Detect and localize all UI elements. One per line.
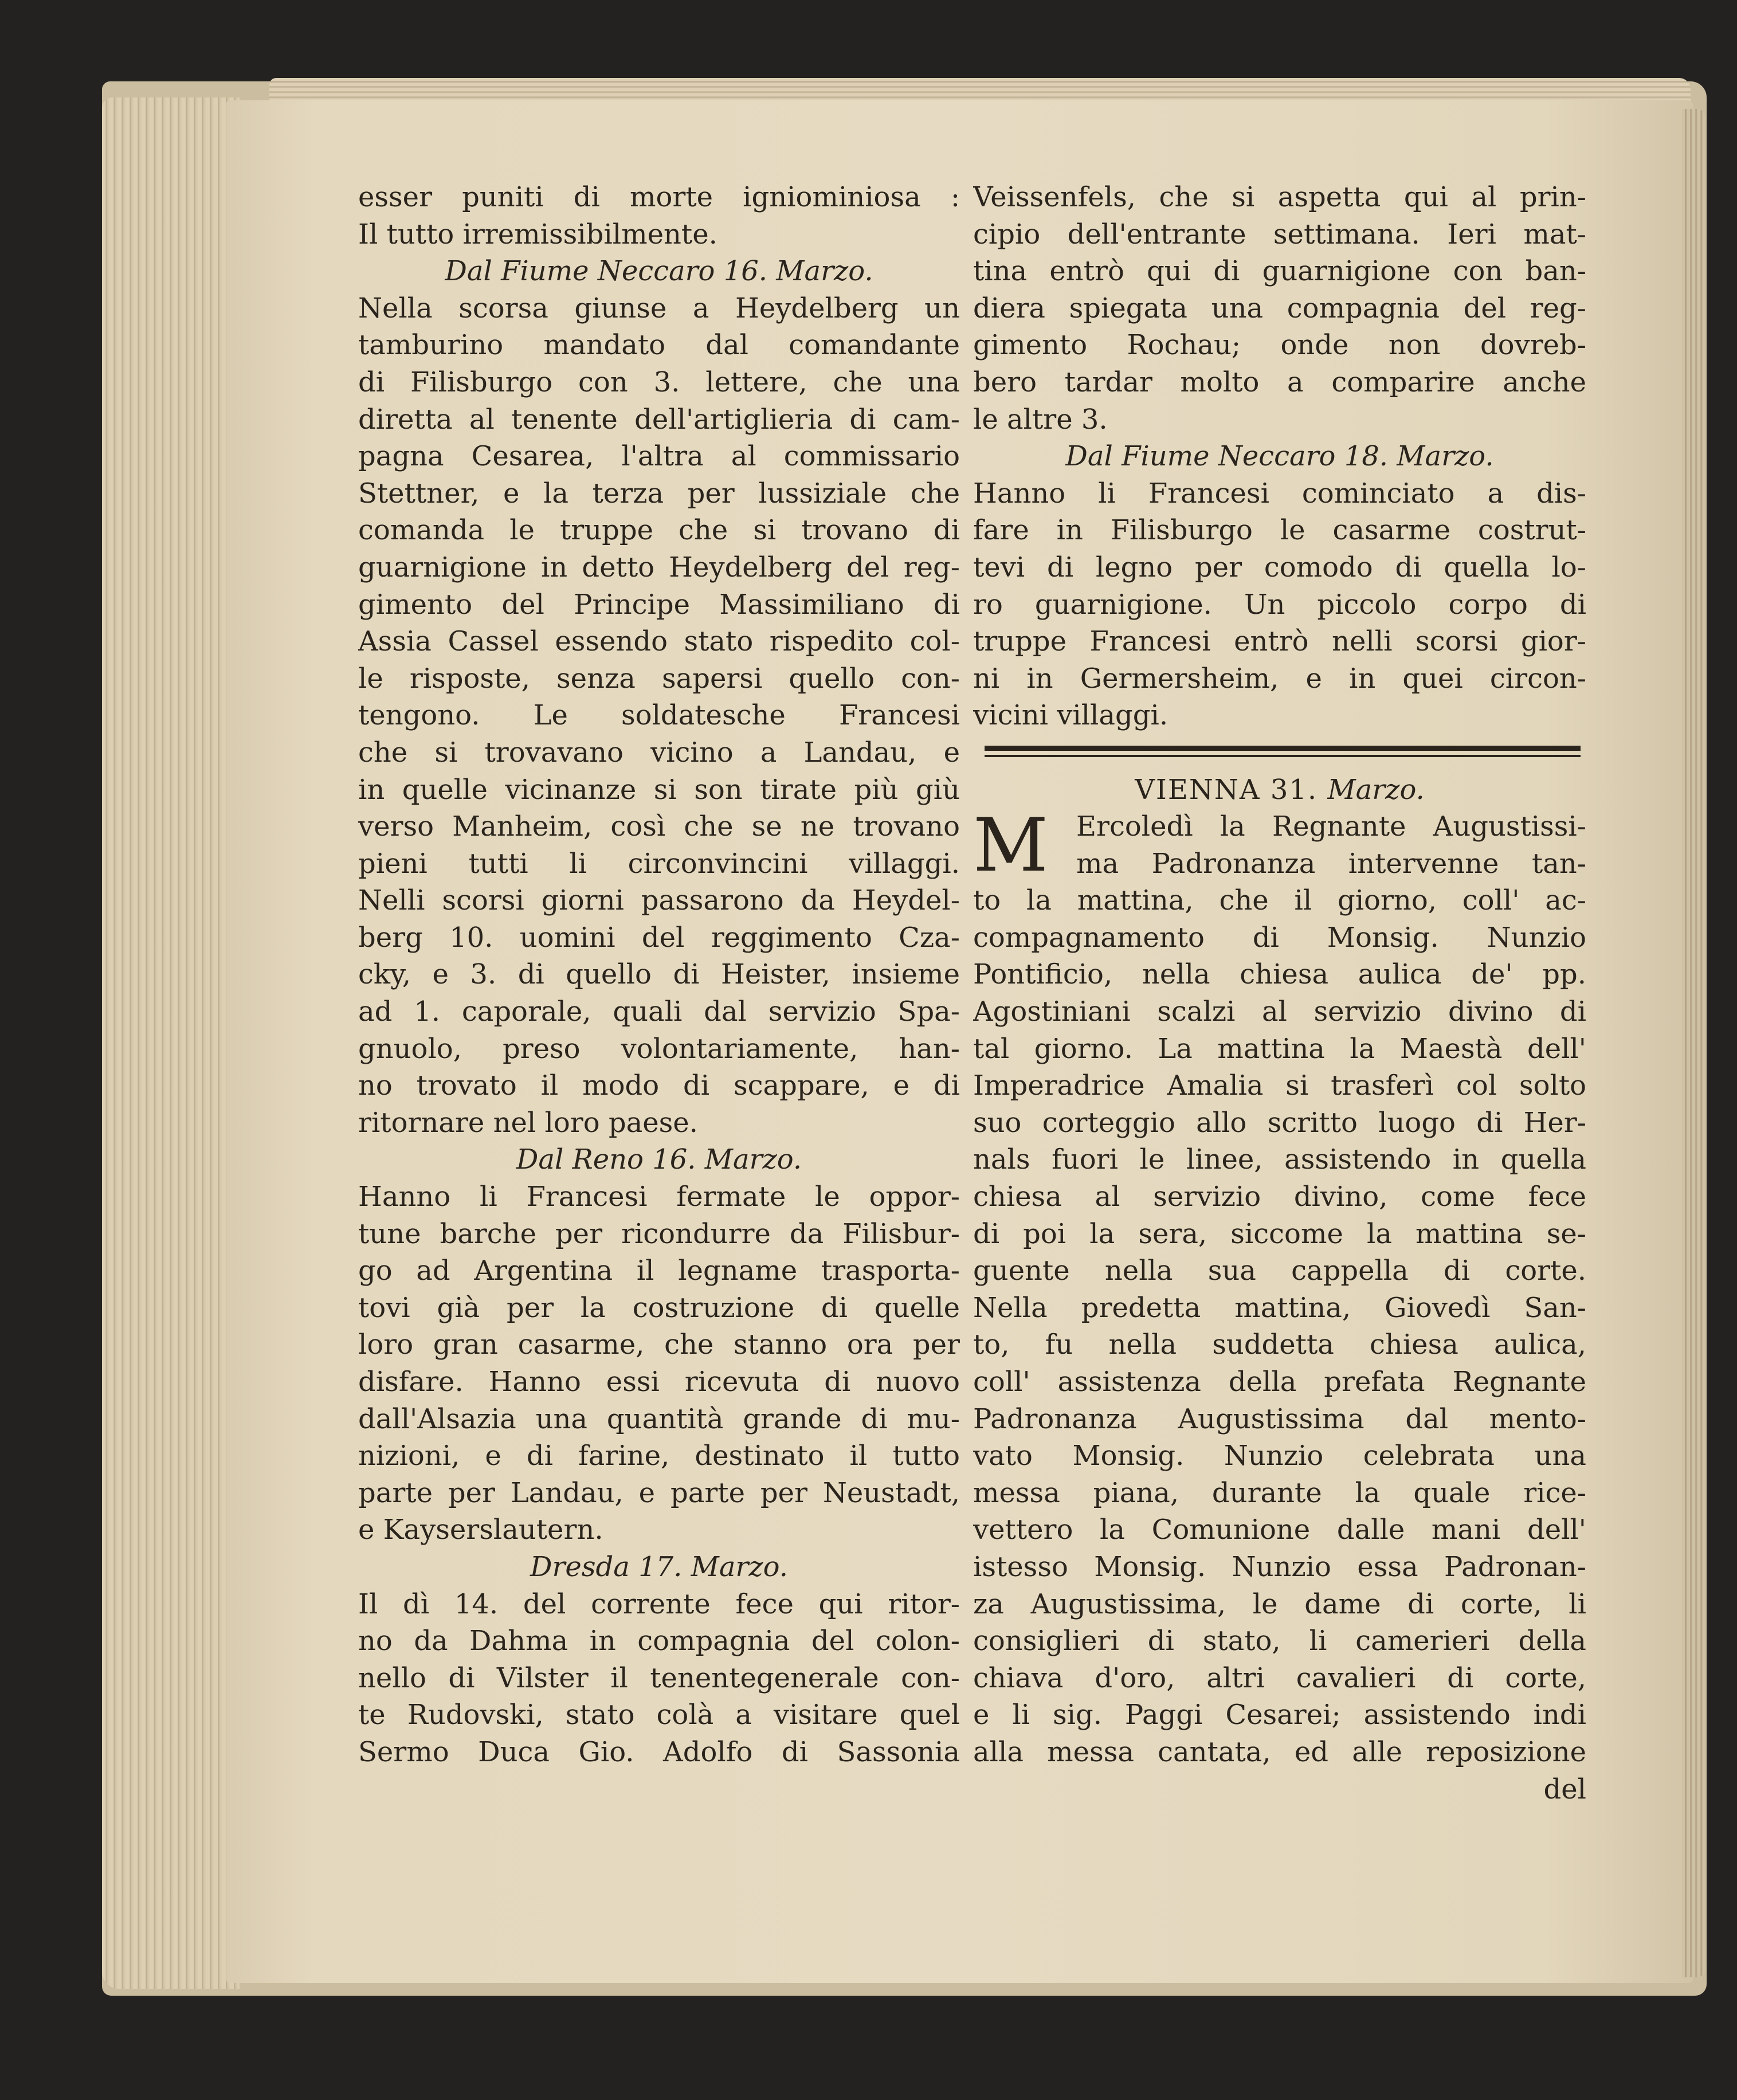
text-line: gimento del Principe Massimiliano di [358,588,960,621]
text-line: berg 10. uomini del reggimento Cza- [358,921,960,954]
text-line: Assia Cassel essendo stato rispedito col- [358,625,960,658]
left-paragraph-d [358,1586,960,1771]
text-line: di poi la sera, siccome la mattina se- [973,1217,1586,1250]
text-line: alla messa cantata, ed alle reposizione [973,1735,1586,1768]
text-line: verso Manheim, così che se ne trovano [358,810,960,843]
text-line: Sermo Duca Gio. Adolfo di Sassonia [358,1735,960,1768]
text-line: nals fuori le linee, assistendo in quella [973,1143,1586,1176]
text-line: vettero la Comunione dalle mani dell' [973,1514,1586,1546]
text-line: e Kayserslautern. [358,1514,603,1546]
text-line: tune barche per ricondurre da Filisbur- [358,1217,960,1250]
text-line: tina entrò qui di guarnigione con ban- [973,255,1586,288]
text-line: tal giorno. La mattina la Maestà dell' [973,1032,1586,1065]
left-heading-1: Dal Fiume Neccaro 16. Marzo. [445,255,873,288]
text-line: istesso Monsig. Nunzio essa Padronan- [973,1550,1586,1583]
text-line: no da Dahma in compagnia del colon- [358,1625,960,1658]
vienna-heading [973,771,1586,809]
text-line: suo corteggio allo scritto luogo di Her- [973,1106,1586,1139]
right-paragraph-a [973,179,1586,438]
text-line: Imperadrice Amalia si trasferì col solto [973,1069,1586,1102]
right-column [973,179,1586,1808]
text-line: messa piana, durante la quale rice- [973,1476,1586,1509]
catchword: del [1543,1773,1586,1805]
left-heading-2: Dal Reno 16. Marzo. [516,1143,802,1176]
text-line: Pontificio, nella chiesa aulica de' pp. [973,958,1586,991]
text-line: nizioni, e di farine, destinato il tutto [358,1440,960,1472]
text-line: Veissenfels, che si aspetta qui al prin- [973,181,1586,213]
text-line: Nelli scorsi giorni passarono da Heydel- [358,884,960,917]
text-line: ad 1. caporale, quali dal servizio Spa- [358,996,960,1028]
text-line: in quelle vicinanze si son tirate più giù [358,773,960,806]
text-line: comanda le truppe che si trovano di [358,514,960,547]
text-line: no trovato il modo di scappare, e di [358,1069,960,1102]
text-line: Padronanza Augustissima dal mento- [973,1402,1586,1435]
text-line: chiesa al servizio divino, come fece [973,1181,1586,1213]
text-line: disfare. Hanno essi ricevuta di nuovo [358,1366,960,1398]
text-line: pagna Cesarea, l'altra al commissario [358,440,960,473]
text-line: go ad Argentina il legname trasporta- [358,1255,960,1287]
text-line: cipio dell'entrante settimana. Ieri mat- [973,218,1586,250]
text-line: te Rudovski, stato colà a visitare quel [358,1699,960,1731]
text-line: e li sig. Paggi Cesarei; assistendo indi [973,1699,1586,1731]
text-line: tamburino mandato dal comandante [358,329,960,362]
text-line: tengono. Le soldatesche Francesi [358,699,960,732]
text-line: Il dì 14. del corrente fece qui ritor- [358,1588,960,1620]
text-line: fare in Filisburgo le casarme costrut- [973,514,1586,547]
section-divider-rule [973,734,1586,771]
text-line: guarnigione in detto Heydelberg del reg- [358,551,960,583]
text-line: parte per Landau, e parte per Neustadt, [358,1476,960,1509]
text-line: cky, e 3. di quello di Heister, insieme [358,958,960,991]
right-paragraph-b [973,475,1586,734]
text-line: to, fu nella suddetta chiesa aulica, [973,1329,1586,1361]
text-line: Il tutto irremissibilmente. [358,218,717,250]
text-line: compagnamento di Monsig. Nunzio [973,921,1586,954]
text-line: vicini villaggi. [973,699,1169,732]
drop-cap-lines [973,803,1586,889]
page-edges-top [269,78,1691,103]
text-line: tevi di legno per comodo di quella lo- [973,551,1586,583]
left-paragraph-a [358,179,960,253]
left-paragraph-c [358,1178,960,1549]
text-line: diretta al tenente dell'artiglieria di cam- [358,403,960,436]
text-line: guente nella sua cappella di corte. [973,1255,1586,1287]
text-line: to la mattina, che il giorno, coll' ac- [973,884,1586,917]
text-line: gimento Rochau; onde non dovreb- [973,329,1586,362]
text-line: ma Padronanza intervenne tan- [1076,847,1586,880]
text-line: chiava d'oro, altri cavalieri di corte, [973,1662,1586,1694]
text-line: esser puniti di morte igniominiosa : [358,181,960,213]
text-line: vato Monsig. Nunzio celebrata una [973,1440,1586,1472]
text-line: nello di Vilster il tenentegenerale con- [358,1662,960,1694]
text-line: truppe Francesi entrò nelli scorsi gior- [973,625,1586,658]
right-heading-1: Dal Fiume Neccaro 18. Marzo. [1065,440,1494,473]
right-paragraph-c [973,882,1586,1770]
left-paragraph-b [358,290,960,1142]
text-line: Hanno li Francesi fermate le oppor- [358,1181,960,1213]
text-line: le risposte, senza sapersi quello con- [358,662,960,695]
text-line: Ercoledì la Regnante Augustissi- [1076,810,1586,843]
text-line: gnuolo, preso volontariamente, han- [358,1032,960,1065]
page-edges-left [102,97,240,1989]
text-line: pieni tutti li circonvincini villaggi. [358,847,960,880]
text-line: Agostiniani scalzi al servizio divino di [973,996,1586,1028]
text-line: le altre 3. [973,403,1108,436]
text-line: Nella predetta mattina, Giovedì San- [973,1291,1586,1324]
vienna-heading-month: Marzo. [1327,773,1425,806]
drop-cap: M [973,803,1049,889]
left-column [358,179,960,1771]
text-line: loro gran casarme, che stanno ora per [358,1329,960,1361]
text-line: ro guarnigione. Un piccolo corpo di [973,588,1586,621]
vienna-paragraph-start [973,803,1586,889]
text-line: che si trovavano vicino a Landau, e [358,736,960,769]
text-line: bero tardar molto a comparire anche [973,366,1586,398]
text-line: coll' assistenza della prefata Regnante [973,1366,1586,1398]
text-line: tovi già per la costruzione di quelle [358,1291,960,1324]
vienna-heading-city: VIENNA 31. [1135,773,1318,806]
text-line: diera spiegata una compagnia del reg- [973,292,1586,324]
text-line: ni in Germersheim, e in quei circon- [973,662,1586,695]
text-line: Stettner, e la terza per lussiziale che [358,477,960,510]
text-line: di Filisburgo con 3. lettere, che una [358,366,960,398]
text-line: za Augustissima, le dame di corte, li [973,1588,1586,1620]
left-heading-3: Dresda 17. Marzo. [530,1550,788,1583]
text-line: dall'Alsazia una quantità grande di mu- [358,1402,960,1435]
text-line: ritornare nel loro paese. [358,1106,698,1139]
text-line: consiglieri di stato, li camerieri della [973,1625,1586,1658]
page-edges-right [1682,109,1705,1977]
text-line: Nella scorsa giunse a Heydelberg un [358,292,960,324]
text-line: Hanno li Francesi cominciato a dis- [973,477,1586,510]
